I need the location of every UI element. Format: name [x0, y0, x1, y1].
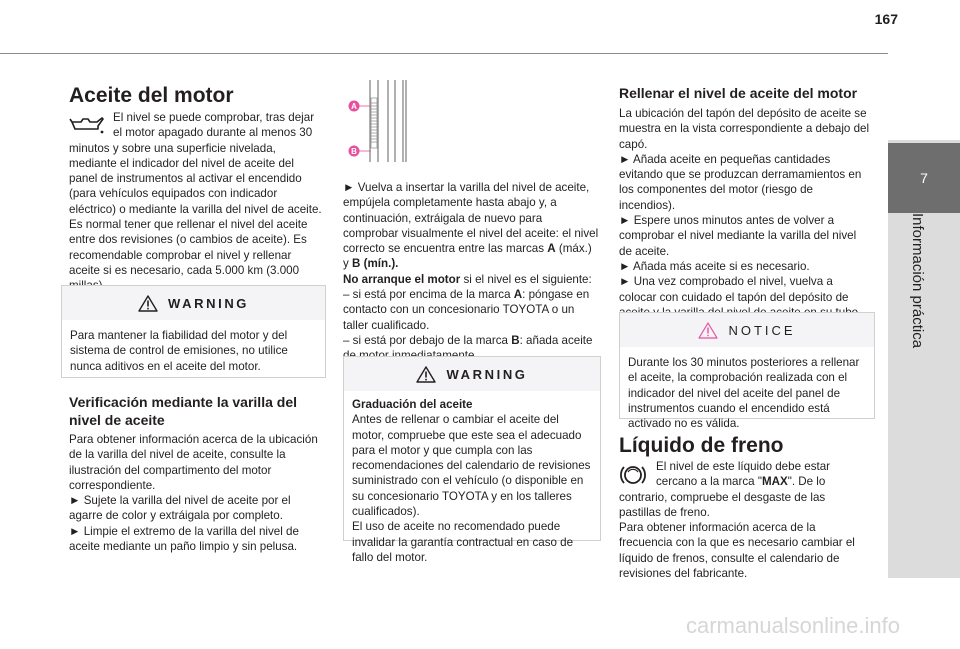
refill-notice-text: Durante los 30 minutos posteriores a rellenar el aceite, la comprobación realizada con el indicador del nivel del aceite del panel de instrumentos cuando el encendido está activado no es válida.	[628, 356, 860, 431]
grade-warning-header	[344, 357, 600, 391]
grade-warning-box	[343, 356, 601, 564]
grade-warning-body	[344, 391, 600, 573]
refill-notice-box	[619, 312, 875, 431]
refill-p1: La ubicación del tapón del depósito de aceite se muestra en la vista correspondiente a debajo del capó.	[619, 107, 870, 151]
dipstick-p3: ► Limpie el extremo de la varilla del nivel de aceite mediante un paño limpio y sin pelusa.	[69, 524, 299, 554]
dipstick-section-body	[69, 432, 325, 554]
page-number: 167	[874, 11, 898, 27]
oil-intro-p1: El nivel se puede comprobar, tras dejar el motor apagado durante al menos 30 minutos y sobre una superficie nivelada, mediante el indicador del nivel de aceite del panel de instrumentos al activar el encendido (para vehículos equipados con indicador eléctrico) o mediante la varilla del nivel de aceite.	[69, 111, 322, 216]
refill-p5: ► Una vez comprobado el nivel, vuelva a colocar con cuidado el tapón del depósito de	[619, 275, 849, 304]
dipstick-section-title: Verificación mediante la varilla del nivel de aceite	[69, 394, 297, 428]
dash1-pre: – si está por encima de la marca	[343, 288, 511, 302]
dash2-post: : añada aceite	[519, 333, 593, 347]
mark-b-ref: B (mín.).	[352, 257, 399, 271]
check-p1: ► Vuelva a insertar la varilla del nivel de aceite, empújela completamente hasta abajo y, a continuación, extráigala de nuevo para comprobar visualmente el nivel del aceite: el nivel correcto se encuentra entre las marcas	[343, 181, 599, 256]
brake-warning-icon	[619, 461, 647, 489]
oil-intro	[69, 110, 325, 294]
no-start-rest: si el nivel es el siguiente:	[463, 272, 592, 286]
grade-warning-title: WARNING	[446, 366, 528, 382]
dash1-post: : póngase en contacto con un concesionario TOYOTA o un taller cualificado.	[343, 288, 590, 332]
oil-warning-header	[62, 286, 325, 320]
oil-intro-p2: Es normal tener que rellenar el nivel del aceite entre dos revisiones (o cambios de aceite). Es recomendable comprobar el nivel y rellenar aceite si es necesario, cada 5.000 km (3.000	[69, 218, 308, 277]
dash2-mark: B	[511, 333, 520, 347]
chapter-label: Información práctica	[909, 213, 926, 349]
refill-notice-header	[620, 313, 874, 347]
mark-b-label: B	[351, 147, 357, 156]
brake-p1-pre: El nivel de este líquido debe estar cercano a la marca "	[656, 460, 831, 489]
no-start-line	[343, 272, 600, 287]
dipstick-p1: Para obtener información acerca de la ubicación de la varilla del nivel de aceite, consulte la ilustración del compartimento del motor correspondiente.	[69, 433, 318, 492]
warning-triangle-icon	[138, 295, 158, 312]
dipstick-check-text	[343, 180, 600, 364]
brake-p2: Para obtener información acerca de la frecuencia con la que es necesario cambiar el líquido de frenos, consulte el calendario de revisiones del fabricante.	[619, 521, 855, 581]
oil-warning-title: WARNING	[167, 295, 250, 311]
refill-section-title: Rellenar el nivel de aceite del motor	[619, 85, 858, 101]
refill-p4: ► Añada más aceite si es necesario.	[619, 259, 810, 273]
oil-section-title: Aceite del motor	[69, 84, 234, 107]
dash1-mark: A	[513, 288, 523, 302]
oil-can-icon	[69, 113, 105, 135]
grade-warning-p2: El uso de aceite no recomendado puede invalidar la garantía contractual en caso de fallo del motor.	[352, 520, 574, 564]
refill-p2: ► Añada aceite en pequeñas cantidades evitando que se produzcan derramamientos en los componentes del motor (riesgo de incendios).	[619, 152, 862, 212]
refill-notice-title: NOTICE	[728, 322, 796, 338]
grade-warning-p1: Antes de rellenar o cambiar el aceite del motor, compruebe que este sea el adecuado para el motor y que cumpla con las recomendaciones del calendario de revisiones suministrado con el vehículo (o disponible en su concesionario TOYOTA y en los talleres cualificados).	[352, 413, 591, 519]
chapter-number: 7	[888, 143, 960, 213]
header-rule	[0, 53, 888, 54]
brake-max-mark: MAX	[761, 475, 788, 489]
brake-section-title: Líquido de freno	[619, 434, 784, 457]
check-p1-mid: (máx.) y	[343, 242, 592, 271]
oil-warning-text: Para mantener la fiabilidad del motor y del sistema de control de emisiones, no utilice nunca aditivos en el aceite del motor.	[70, 329, 288, 373]
warning-triangle-icon	[416, 366, 436, 383]
no-start-bold: No arranque el motor	[343, 272, 461, 286]
check-paragraph	[343, 180, 600, 272]
brake-section-body	[619, 459, 870, 581]
refill-section-body	[619, 106, 870, 320]
mark-a-label: A	[351, 102, 357, 111]
brake-p1-post: ". De lo contrario, compruebe el desgaste de las pastillas de freno.	[619, 475, 826, 519]
notice-triangle-icon	[698, 322, 718, 339]
dipstick-p2: ► Sujete la varilla del nivel de aceite por el agarre de color y extráigala por completo.	[69, 494, 291, 523]
refill-p3: ► Espere unos minutos antes de volver a comprobar el nivel mediante la varilla del nivel de aceite.	[619, 214, 857, 258]
oil-warning-box	[61, 285, 326, 378]
grade-warning-heading: Graduación del aceite	[352, 398, 473, 411]
dash-item-above	[343, 287, 600, 333]
footer-watermark: carmanualsonline.info	[685, 613, 900, 638]
dash2-pre: – si está por debajo de la marca	[343, 333, 508, 347]
dipstick-illustration	[343, 78, 433, 174]
brake-p1	[619, 459, 870, 520]
mark-a-ref: A	[547, 242, 556, 256]
